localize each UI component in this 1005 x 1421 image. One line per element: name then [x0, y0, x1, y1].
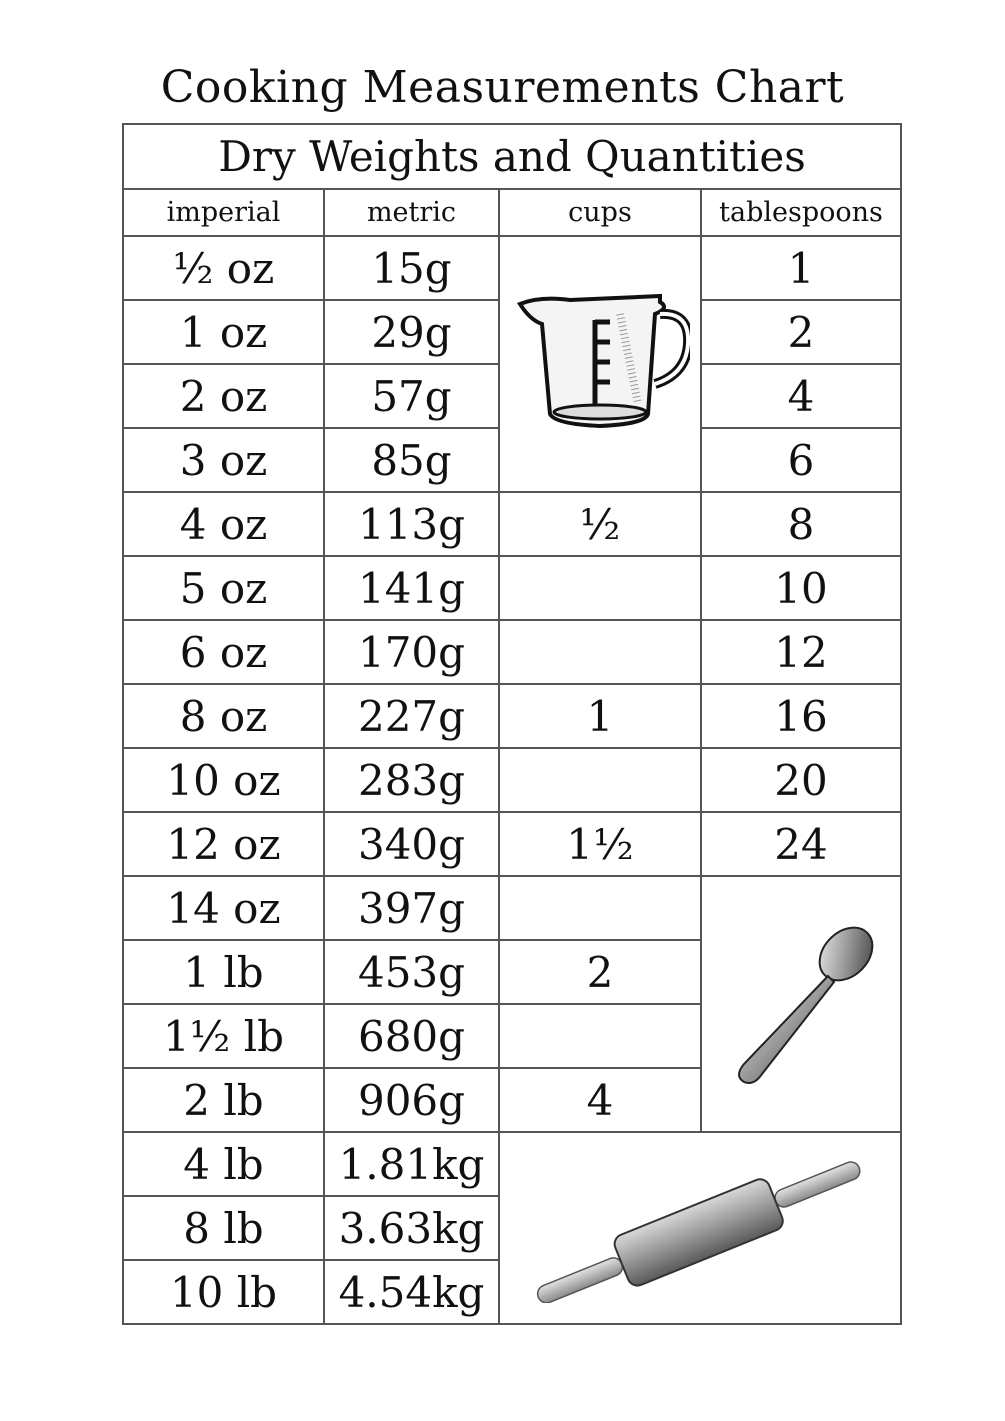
table-row	[123, 1132, 901, 1196]
column-header-metric: metric	[324, 189, 499, 236]
imperial-cell: 6 oz	[123, 620, 324, 684]
metric-cell: 906g	[324, 1068, 499, 1132]
imperial-cell: 1 oz	[123, 300, 324, 364]
metric-cell: 113g	[324, 492, 499, 556]
tablespoons-cell: 2	[701, 300, 901, 364]
imperial-cell: 8 lb	[123, 1196, 324, 1260]
table-row	[123, 492, 901, 556]
metric-cell: 170g	[324, 620, 499, 684]
tablespoons-cell: 16	[701, 684, 901, 748]
cups-cell	[499, 748, 701, 812]
cups-cell	[499, 556, 701, 620]
measurements-table	[122, 123, 902, 1325]
column-header-tablespoons: tablespoons	[701, 189, 901, 236]
imperial-cell: 8 oz	[123, 684, 324, 748]
cups-cell: 4	[499, 1068, 701, 1132]
imperial-cell: 12 oz	[123, 812, 324, 876]
imperial-cell: 5 oz	[123, 556, 324, 620]
metric-cell: 340g	[324, 812, 499, 876]
table-row	[123, 748, 901, 812]
spoon-icon	[716, 914, 886, 1094]
tablespoons-cell: 24	[701, 812, 901, 876]
metric-cell: 1.81kg	[324, 1132, 499, 1196]
tablespoons-cell: 10	[701, 556, 901, 620]
tablespoons-cell: 8	[701, 492, 901, 556]
imperial-cell: 10 oz	[123, 748, 324, 812]
imperial-cell: 14 oz	[123, 876, 324, 940]
metric-cell: 227g	[324, 684, 499, 748]
table-row	[123, 556, 901, 620]
column-header-imperial: imperial	[123, 189, 324, 236]
tablespoons-cell: 6	[701, 428, 901, 492]
imperial-cell: 1½ lb	[123, 1004, 324, 1068]
cups-cell	[499, 1004, 701, 1068]
cups-cell	[499, 876, 701, 940]
imperial-cell: 3 oz	[123, 428, 324, 492]
page-title: Cooking Measurements Chart	[160, 62, 845, 113]
imperial-cell: ½ oz	[123, 236, 324, 300]
table-row	[123, 684, 901, 748]
cups-cell: ½	[499, 492, 701, 556]
tablespoons-cell: 20	[701, 748, 901, 812]
metric-cell: 283g	[324, 748, 499, 812]
metric-cell: 3.63kg	[324, 1196, 499, 1260]
measuring-cup-icon	[510, 284, 690, 444]
metric-cell: 15g	[324, 236, 499, 300]
imperial-cell: 2 oz	[123, 364, 324, 428]
column-header-cups: cups	[499, 189, 701, 236]
rolling-pin-icon	[520, 1153, 880, 1303]
spoon-cell	[701, 876, 901, 1132]
metric-cell: 4.54kg	[324, 1260, 499, 1324]
metric-cell: 453g	[324, 940, 499, 1004]
metric-cell: 397g	[324, 876, 499, 940]
imperial-cell: 4 oz	[123, 492, 324, 556]
table-row	[123, 876, 901, 940]
measuring-cup-cell	[499, 236, 701, 492]
metric-cell: 57g	[324, 364, 499, 428]
cups-cell: 1	[499, 684, 701, 748]
table-subtitle: Dry Weights and Quantities	[123, 124, 901, 189]
metric-cell: 85g	[324, 428, 499, 492]
imperial-cell: 10 lb	[123, 1260, 324, 1324]
tablespoons-cell: 12	[701, 620, 901, 684]
imperial-cell: 4 lb	[123, 1132, 324, 1196]
metric-cell: 680g	[324, 1004, 499, 1068]
metric-cell: 29g	[324, 300, 499, 364]
metric-cell: 141g	[324, 556, 499, 620]
cups-cell: 1½	[499, 812, 701, 876]
tablespoons-cell: 1	[701, 236, 901, 300]
tablespoons-cell: 4	[701, 364, 901, 428]
table-row	[123, 812, 901, 876]
imperial-cell: 1 lb	[123, 940, 324, 1004]
rolling-pin-cell	[499, 1132, 901, 1324]
cups-cell	[499, 620, 701, 684]
table-row	[123, 620, 901, 684]
table-row	[123, 236, 901, 300]
imperial-cell: 2 lb	[123, 1068, 324, 1132]
cups-cell: 2	[499, 940, 701, 1004]
